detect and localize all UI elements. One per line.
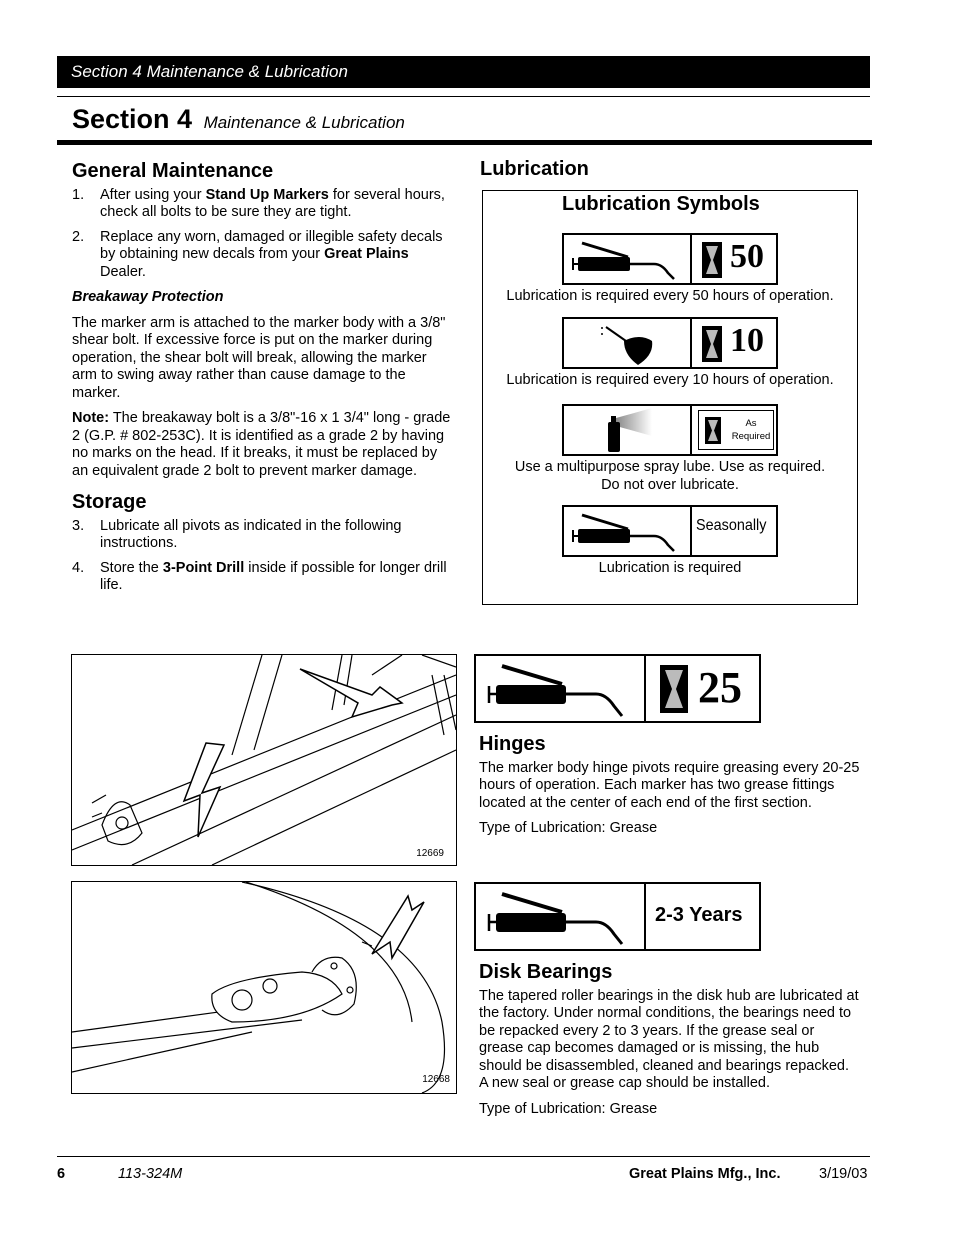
grease-gun-icon <box>476 884 646 949</box>
as-required-frame <box>698 410 774 450</box>
hinge-figure <box>71 654 457 866</box>
symbol-oil-10 <box>562 317 778 369</box>
years-label: 2-3 Years <box>655 904 743 926</box>
item-number: 3. <box>72 517 85 534</box>
hourglass-icon <box>702 242 722 278</box>
grease-gun-icon <box>564 507 692 555</box>
running-header: Section 4 Maintenance & Lubrication <box>57 56 870 88</box>
symbol-caption: Use a multipurpose spray lube. Use as required. Do not over lubricate. <box>514 459 826 493</box>
hinges-section <box>479 733 861 846</box>
figure-number: 12668 <box>422 1074 450 1085</box>
general-maintenance-heading: General Maintenance <box>72 160 274 182</box>
maintenance-list <box>72 187 454 282</box>
item-text: Replace any worn, damaged or illegible safety decals by obtaining new decals from your Great Plains Dealer. <box>100 228 443 280</box>
hourglass-icon <box>660 665 688 713</box>
grease-gun-icon <box>476 656 646 721</box>
note-paragraph: Note: The breakaway bolt is a 3/8"-16 x 1 3/4" long - grade 2 (G.P. # 802-253C). It is identified as a grade 2 by having no marks on the head. If it breaks, it must be replaced by an equivalent grade 2 bolt to prevent marker damage. <box>72 410 451 479</box>
breakaway-heading: Breakaway Protection <box>72 289 224 305</box>
symbol-value: 25 <box>698 663 742 712</box>
list-item <box>72 229 454 282</box>
disk-bearings-paragraph: The tapered roller bearings in the disk hub are lubricated at the factory. Under normal conditions, the bearings need to be repacked every 2 to 3 years. If the grease seal or grease cap becomes damaged or is missing, the hub should be disassembled, cleaned and bearings repacked. A new seal or grease cap should be installed. <box>479 987 859 1091</box>
hourglass-icon <box>702 326 722 362</box>
note-label: Note: <box>72 410 110 426</box>
section-title <box>72 104 405 135</box>
symbol-grease-seasonally <box>562 505 778 557</box>
as-required-label: As Required <box>731 418 771 442</box>
list-item <box>72 518 454 553</box>
footer-rule <box>57 1156 870 1157</box>
disk-figure <box>71 881 457 1094</box>
breakaway-paragraph: The marker arm is attached to the marker body with a 3/8" shear bolt. If excessive force is put on the marker during operation, the shear bolt will break, allowing the marker arm to swing away rather than cause damage to the marker. <box>72 314 446 401</box>
symbol-caption: Lubrication is required every 50 hours of operation. <box>506 288 834 304</box>
page-number: 6 <box>57 1166 66 1182</box>
storage-heading: Storage <box>72 491 147 513</box>
symbol-spray-as-required <box>562 404 778 456</box>
item-text: After using your Stand Up Markers for several hours, check all bolts to be sure they are tight. <box>100 186 445 220</box>
document-number: 113-324M <box>118 1166 183 1182</box>
hinges-lubrication-type: Type of Lubrication: Grease <box>479 820 658 836</box>
figure-number: 12669 <box>416 848 444 859</box>
hourglass-icon <box>705 417 721 444</box>
list-item <box>72 187 454 222</box>
section-subtitle: Maintenance & Lubrication <box>203 113 405 132</box>
lubrication-heading: Lubrication <box>480 158 589 180</box>
seasonally-label: Seasonally <box>696 517 767 534</box>
symbol-caption: Lubrication is required every 10 hours of operation. <box>506 372 834 388</box>
company-name: Great Plains Mfg., Inc. <box>629 1166 781 1182</box>
left-column <box>72 160 454 603</box>
symbol-value: 50 <box>730 238 764 275</box>
disk-bearings-section <box>479 961 861 1126</box>
storage-list <box>72 518 454 595</box>
lubrication-symbols-heading: Lubrication Symbols <box>562 193 760 215</box>
item-number: 1. <box>72 186 85 203</box>
hinges-paragraph: The marker body hinge pivots require greasing every 20-25 hours of operation. Each marker has two grease fittings located at the center of each end of the first section. <box>479 759 860 811</box>
item-number: 2. <box>72 228 85 245</box>
symbol-grease-25 <box>474 654 761 723</box>
header-rule <box>57 96 870 97</box>
disk-illustration <box>72 882 456 1093</box>
symbol-grease-2-3-years <box>474 882 761 951</box>
section-rule <box>57 140 872 145</box>
list-item <box>72 560 454 595</box>
symbol-caption: Lubrication is required <box>598 560 742 576</box>
grease-gun-icon <box>564 235 692 283</box>
disk-bearings-lubrication-type: Type of Lubrication: Grease <box>479 1100 658 1117</box>
item-text: Store the 3-Point Drill inside if possible for longer drill life. <box>100 559 447 593</box>
spray-can-icon <box>564 406 692 454</box>
section-number: Section 4 <box>72 104 193 134</box>
hinge-illustration <box>72 655 456 865</box>
oil-can-icon <box>564 319 692 367</box>
hinges-heading: Hinges <box>479 733 546 755</box>
symbol-grease-50 <box>562 233 778 285</box>
lubrication-symbols-box <box>482 190 858 605</box>
disk-bearings-heading: Disk Bearings <box>479 961 613 983</box>
item-number: 4. <box>72 559 85 576</box>
revision-date: 3/19/03 <box>819 1166 868 1182</box>
item-text: Lubricate all pivots as indicated in the following instructions. <box>100 517 402 551</box>
symbol-value: 10 <box>730 322 764 359</box>
